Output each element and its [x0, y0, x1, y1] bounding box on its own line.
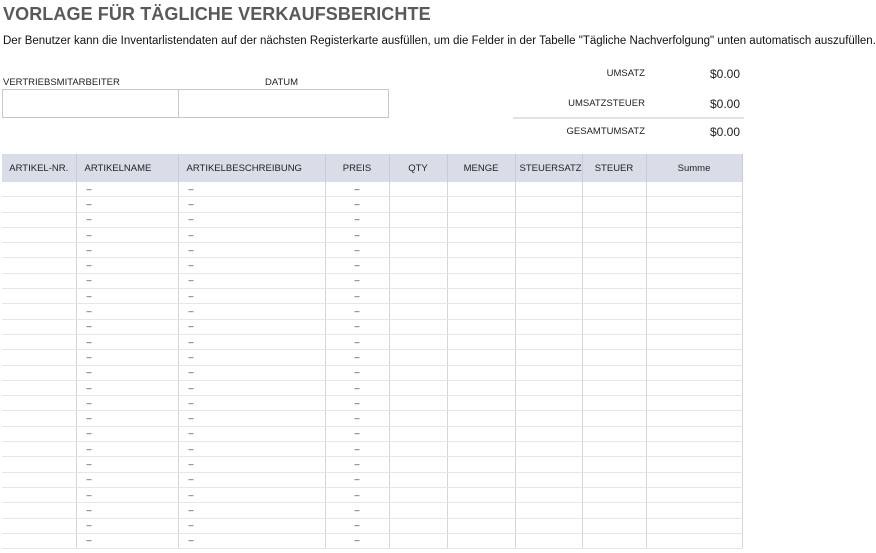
cell-tax-rate[interactable] [515, 212, 582, 227]
cell-item-no[interactable] [2, 472, 76, 487]
cell-tax[interactable] [582, 334, 646, 349]
cell-total[interactable] [646, 487, 742, 502]
cell-tax-rate[interactable] [515, 334, 582, 349]
total-sales-label: GESAMTUMSATZ [566, 126, 645, 137]
cell-total[interactable] [646, 350, 742, 365]
cell-item-no[interactable] [2, 533, 76, 548]
cell-price[interactable]: – [325, 273, 389, 288]
cell-qty[interactable] [389, 365, 447, 380]
cell-tax[interactable] [582, 518, 646, 533]
cell-tax[interactable] [582, 243, 646, 258]
cell-price[interactable]: – [325, 533, 389, 548]
cell-item-name[interactable]: – [76, 426, 178, 441]
cell-tax-rate[interactable] [515, 227, 582, 242]
cell-tax[interactable] [582, 273, 646, 288]
cell-item-description[interactable]: – [178, 197, 325, 212]
cell-quantity[interactable] [447, 334, 515, 349]
cell-price[interactable]: – [325, 227, 389, 242]
cell-quantity[interactable] [447, 396, 515, 411]
cell-tax-rate[interactable] [515, 457, 582, 472]
cell-tax[interactable] [582, 212, 646, 227]
cell-price[interactable]: – [325, 487, 389, 502]
cell-tax-rate[interactable] [515, 319, 582, 334]
cell-item-no[interactable] [2, 258, 76, 273]
cell-item-no[interactable] [2, 396, 76, 411]
cell-price[interactable]: – [325, 518, 389, 533]
cell-total[interactable] [646, 258, 742, 273]
cell-total[interactable] [646, 273, 742, 288]
cell-price[interactable]: – [325, 411, 389, 426]
cell-qty[interactable] [389, 334, 447, 349]
cell-item-name[interactable]: – [76, 365, 178, 380]
cell-qty[interactable] [389, 350, 447, 365]
table-row [2, 212, 742, 227]
cell-tax[interactable] [582, 182, 646, 197]
cell-qty[interactable] [389, 487, 447, 502]
cell-quantity[interactable] [447, 289, 515, 304]
table-row [2, 380, 742, 395]
page-subtitle: Der Benutzer kann die Inventarlistendaten auf der nächsten Registerkarte ausfüllen, um die Felder in der Tabelle "Tägliche Nachverfolgung" unten automatisch auszufüllen. [3, 35, 876, 47]
cell-item-no[interactable] [2, 518, 76, 533]
cell-price[interactable]: – [325, 503, 389, 518]
cell-qty[interactable] [389, 304, 447, 319]
cell-qty[interactable] [389, 197, 447, 212]
cell-quantity[interactable] [447, 182, 515, 197]
cell-item-name[interactable]: – [76, 396, 178, 411]
col-header-tax[interactable]: STEUER [582, 154, 646, 182]
cell-item-name[interactable]: – [76, 319, 178, 334]
cell-item-no[interactable] [2, 182, 76, 197]
cell-qty[interactable] [389, 243, 447, 258]
table-row [2, 396, 742, 411]
table-row [2, 503, 742, 518]
cell-tax-rate[interactable] [515, 533, 582, 548]
cell-item-no[interactable] [2, 334, 76, 349]
table-row [2, 472, 742, 487]
cell-total[interactable] [646, 243, 742, 258]
col-header-price[interactable]: PREIS [325, 154, 389, 182]
cell-price[interactable]: – [325, 380, 389, 395]
cell-item-description[interactable]: – [178, 258, 325, 273]
cell-qty[interactable] [389, 258, 447, 273]
cell-tax-rate[interactable] [515, 518, 582, 533]
cell-item-name[interactable]: – [76, 533, 178, 548]
sales-value: $0.00 [709, 67, 740, 81]
cell-qty[interactable] [389, 212, 447, 227]
cell-item-no[interactable] [2, 380, 76, 395]
cell-quantity[interactable] [447, 426, 515, 441]
cell-quantity[interactable] [447, 365, 515, 380]
table-row [2, 533, 742, 548]
table-row [2, 411, 742, 426]
col-header-tax-rate[interactable]: STEUERSATZ [515, 154, 582, 182]
cell-quantity[interactable] [447, 472, 515, 487]
cell-quantity[interactable] [447, 273, 515, 288]
cell-qty[interactable] [389, 472, 447, 487]
cell-item-name[interactable]: – [76, 442, 178, 457]
total-sales-value: $0.00 [709, 125, 740, 139]
cell-item-name[interactable]: – [76, 212, 178, 227]
sales-rep-label: VERTRIEBSMITARBEITER [3, 77, 120, 88]
cell-tax-rate[interactable] [515, 472, 582, 487]
cell-item-name[interactable]: – [76, 503, 178, 518]
table-row [2, 457, 742, 472]
table-row [2, 289, 742, 304]
cell-quantity[interactable] [447, 457, 515, 472]
cell-price[interactable]: – [325, 426, 389, 441]
cell-price[interactable]: – [325, 472, 389, 487]
col-header-item-no[interactable]: ARTIKEL-NR. [2, 154, 76, 182]
cell-item-description[interactable]: – [178, 411, 325, 426]
cell-item-name[interactable]: – [76, 273, 178, 288]
table-row [2, 350, 742, 365]
cell-item-description[interactable]: – [178, 518, 325, 533]
cell-quantity[interactable] [447, 487, 515, 502]
cell-tax[interactable] [582, 472, 646, 487]
cell-item-name[interactable]: – [76, 334, 178, 349]
cell-tax[interactable] [582, 411, 646, 426]
cell-item-no[interactable] [2, 212, 76, 227]
cell-total[interactable] [646, 334, 742, 349]
col-header-quantity[interactable]: MENGE [447, 154, 515, 182]
cell-tax-rate[interactable] [515, 411, 582, 426]
cell-item-description[interactable]: – [178, 442, 325, 457]
cell-item-name[interactable]: – [76, 289, 178, 304]
cell-item-no[interactable] [2, 411, 76, 426]
cell-tax[interactable] [582, 380, 646, 395]
cell-qty[interactable] [389, 273, 447, 288]
cell-tax[interactable] [582, 426, 646, 441]
cell-price[interactable]: – [325, 396, 389, 411]
table-row [2, 518, 742, 533]
cell-item-description[interactable]: – [178, 380, 325, 395]
cell-item-no[interactable] [2, 319, 76, 334]
cell-tax[interactable] [582, 487, 646, 502]
cell-qty[interactable] [389, 503, 447, 518]
cell-total[interactable] [646, 319, 742, 334]
cell-qty[interactable] [389, 380, 447, 395]
cell-tax-rate[interactable] [515, 442, 582, 457]
table-row [2, 197, 742, 212]
cell-quantity[interactable] [447, 243, 515, 258]
table-body [2, 182, 742, 549]
sales-tax-value: $0.00 [709, 97, 740, 111]
cell-quantity[interactable] [447, 411, 515, 426]
cell-qty[interactable] [389, 182, 447, 197]
page-title: VORLAGE FÜR TÄGLICHE VERKAUFSBERICHTE [3, 4, 431, 24]
cell-tax-rate[interactable] [515, 380, 582, 395]
cell-item-description[interactable]: – [178, 227, 325, 242]
cell-total[interactable] [646, 197, 742, 212]
cell-quantity[interactable] [447, 503, 515, 518]
cell-tax[interactable] [582, 258, 646, 273]
cell-price[interactable]: – [325, 442, 389, 457]
cell-tax-rate[interactable] [515, 243, 582, 258]
cell-quantity[interactable] [447, 197, 515, 212]
table-row [2, 304, 742, 319]
cell-quantity[interactable] [447, 442, 515, 457]
cell-item-description[interactable]: – [178, 289, 325, 304]
cell-total[interactable] [646, 212, 742, 227]
cell-item-name[interactable]: – [76, 457, 178, 472]
cell-item-name[interactable]: – [76, 411, 178, 426]
cell-quantity[interactable] [447, 258, 515, 273]
cell-item-no[interactable] [2, 304, 76, 319]
cell-quantity[interactable] [447, 518, 515, 533]
cell-tax[interactable] [582, 442, 646, 457]
cell-tax-rate[interactable] [515, 273, 582, 288]
sales-rep-input[interactable] [2, 89, 179, 118]
cell-item-description[interactable]: – [178, 273, 325, 288]
cell-total[interactable] [646, 396, 742, 411]
cell-item-no[interactable] [2, 503, 76, 518]
table-row [2, 442, 742, 457]
cell-price[interactable]: – [325, 457, 389, 472]
sales-table [2, 154, 743, 549]
cell-price[interactable]: – [325, 212, 389, 227]
cell-total[interactable] [646, 426, 742, 441]
cell-item-description[interactable]: – [178, 334, 325, 349]
cell-price[interactable]: – [325, 258, 389, 273]
col-header-qty[interactable]: QTY [389, 154, 447, 182]
cell-item-name[interactable]: – [76, 243, 178, 258]
table-row [2, 182, 742, 197]
cell-quantity[interactable] [447, 304, 515, 319]
table-row [2, 258, 742, 273]
cell-item-description[interactable]: – [178, 304, 325, 319]
cell-quantity[interactable] [447, 212, 515, 227]
cell-tax-rate[interactable] [515, 182, 582, 197]
date-label: DATUM [265, 77, 299, 88]
cell-price[interactable]: – [325, 334, 389, 349]
cell-tax[interactable] [582, 457, 646, 472]
cell-qty[interactable] [389, 426, 447, 441]
cell-price[interactable]: – [325, 319, 389, 334]
cell-item-description[interactable]: – [178, 487, 325, 502]
cell-qty[interactable] [389, 518, 447, 533]
col-header-item-name[interactable]: ARTIKELNAME [76, 154, 178, 182]
cell-qty[interactable] [389, 227, 447, 242]
cell-tax[interactable] [582, 304, 646, 319]
cell-tax-rate[interactable] [515, 426, 582, 441]
cell-quantity[interactable] [447, 227, 515, 242]
cell-tax[interactable] [582, 289, 646, 304]
cell-tax[interactable] [582, 396, 646, 411]
cell-item-no[interactable] [2, 487, 76, 502]
cell-item-description[interactable]: – [178, 365, 325, 380]
cell-item-no[interactable] [2, 442, 76, 457]
cell-item-description[interactable]: – [178, 472, 325, 487]
cell-total[interactable] [646, 289, 742, 304]
sales-tax-label: UMSATZSTEUER [568, 98, 645, 109]
cell-tax[interactable] [582, 319, 646, 334]
table-row [2, 273, 742, 288]
cell-price[interactable]: – [325, 243, 389, 258]
cell-quantity[interactable] [447, 319, 515, 334]
cell-item-name[interactable]: – [76, 258, 178, 273]
cell-item-name[interactable]: – [76, 518, 178, 533]
cell-item-name[interactable]: – [76, 182, 178, 197]
cell-item-description[interactable]: – [178, 182, 325, 197]
cell-qty[interactable] [389, 319, 447, 334]
cell-item-no[interactable] [2, 227, 76, 242]
cell-total[interactable] [646, 503, 742, 518]
cell-item-no[interactable] [2, 197, 76, 212]
cell-total[interactable] [646, 518, 742, 533]
cell-item-name[interactable]: – [76, 487, 178, 502]
cell-item-description[interactable]: – [178, 503, 325, 518]
cell-item-no[interactable] [2, 289, 76, 304]
cell-qty[interactable] [389, 289, 447, 304]
cell-item-description[interactable]: – [178, 426, 325, 441]
cell-item-no[interactable] [2, 273, 76, 288]
cell-tax-rate[interactable] [515, 350, 582, 365]
cell-quantity[interactable] [447, 380, 515, 395]
cell-quantity[interactable] [447, 533, 515, 548]
cell-quantity[interactable] [447, 350, 515, 365]
cell-item-name[interactable]: – [76, 472, 178, 487]
cell-tax[interactable] [582, 365, 646, 380]
cell-item-description[interactable]: – [178, 243, 325, 258]
cell-tax-rate[interactable] [515, 197, 582, 212]
cell-price[interactable]: – [325, 289, 389, 304]
table-row [2, 334, 742, 349]
cell-item-name[interactable]: – [76, 304, 178, 319]
cell-tax-rate[interactable] [515, 365, 582, 380]
cell-item-name[interactable]: – [76, 350, 178, 365]
cell-qty[interactable] [389, 457, 447, 472]
cell-tax-rate[interactable] [515, 396, 582, 411]
table-row [2, 487, 742, 502]
cell-total[interactable] [646, 472, 742, 487]
cell-tax[interactable] [582, 350, 646, 365]
cell-qty[interactable] [389, 533, 447, 548]
cell-total[interactable] [646, 365, 742, 380]
cell-tax-rate[interactable] [515, 289, 582, 304]
cell-item-no[interactable] [2, 350, 76, 365]
cell-item-description[interactable]: – [178, 457, 325, 472]
cell-item-description[interactable]: – [178, 533, 325, 548]
table-row [2, 365, 742, 380]
cell-total[interactable] [646, 227, 742, 242]
cell-item-description[interactable]: – [178, 319, 325, 334]
col-header-item-description[interactable]: ARTIKELBESCHREIBUNG [178, 154, 325, 182]
cell-total[interactable] [646, 442, 742, 457]
table-header-row [2, 154, 742, 182]
cell-total[interactable] [646, 182, 742, 197]
cell-tax-rate[interactable] [515, 503, 582, 518]
sales-label: UMSATZ [606, 68, 645, 79]
table-row [2, 426, 742, 441]
table-row [2, 319, 742, 334]
cell-item-no[interactable] [2, 243, 76, 258]
cell-price[interactable]: – [325, 197, 389, 212]
cell-price[interactable]: – [325, 365, 389, 380]
cell-item-name[interactable]: – [76, 380, 178, 395]
cell-item-description[interactable]: – [178, 212, 325, 227]
cell-qty[interactable] [389, 396, 447, 411]
cell-qty[interactable] [389, 442, 447, 457]
cell-total[interactable] [646, 533, 742, 548]
cell-total[interactable] [646, 411, 742, 426]
cell-tax[interactable] [582, 197, 646, 212]
cell-tax[interactable] [582, 227, 646, 242]
cell-tax-rate[interactable] [515, 258, 582, 273]
cell-item-description[interactable]: – [178, 350, 325, 365]
col-header-total[interactable]: Summe [646, 154, 742, 182]
cell-item-no[interactable] [2, 365, 76, 380]
cell-tax[interactable] [582, 533, 646, 548]
cell-total[interactable] [646, 457, 742, 472]
cell-tax-rate[interactable] [515, 487, 582, 502]
cell-tax-rate[interactable] [515, 304, 582, 319]
table-row [2, 227, 742, 242]
cell-item-no[interactable] [2, 426, 76, 441]
cell-price[interactable]: – [325, 304, 389, 319]
cell-total[interactable] [646, 380, 742, 395]
date-input[interactable] [178, 89, 389, 118]
cell-item-description[interactable]: – [178, 396, 325, 411]
cell-price[interactable]: – [325, 350, 389, 365]
cell-item-name[interactable]: – [76, 227, 178, 242]
cell-total[interactable] [646, 304, 742, 319]
summary-divider [513, 117, 744, 119]
cell-price[interactable]: – [325, 182, 389, 197]
cell-item-name[interactable]: – [76, 197, 178, 212]
cell-tax[interactable] [582, 503, 646, 518]
cell-qty[interactable] [389, 411, 447, 426]
table-row [2, 243, 742, 258]
cell-item-no[interactable] [2, 457, 76, 472]
